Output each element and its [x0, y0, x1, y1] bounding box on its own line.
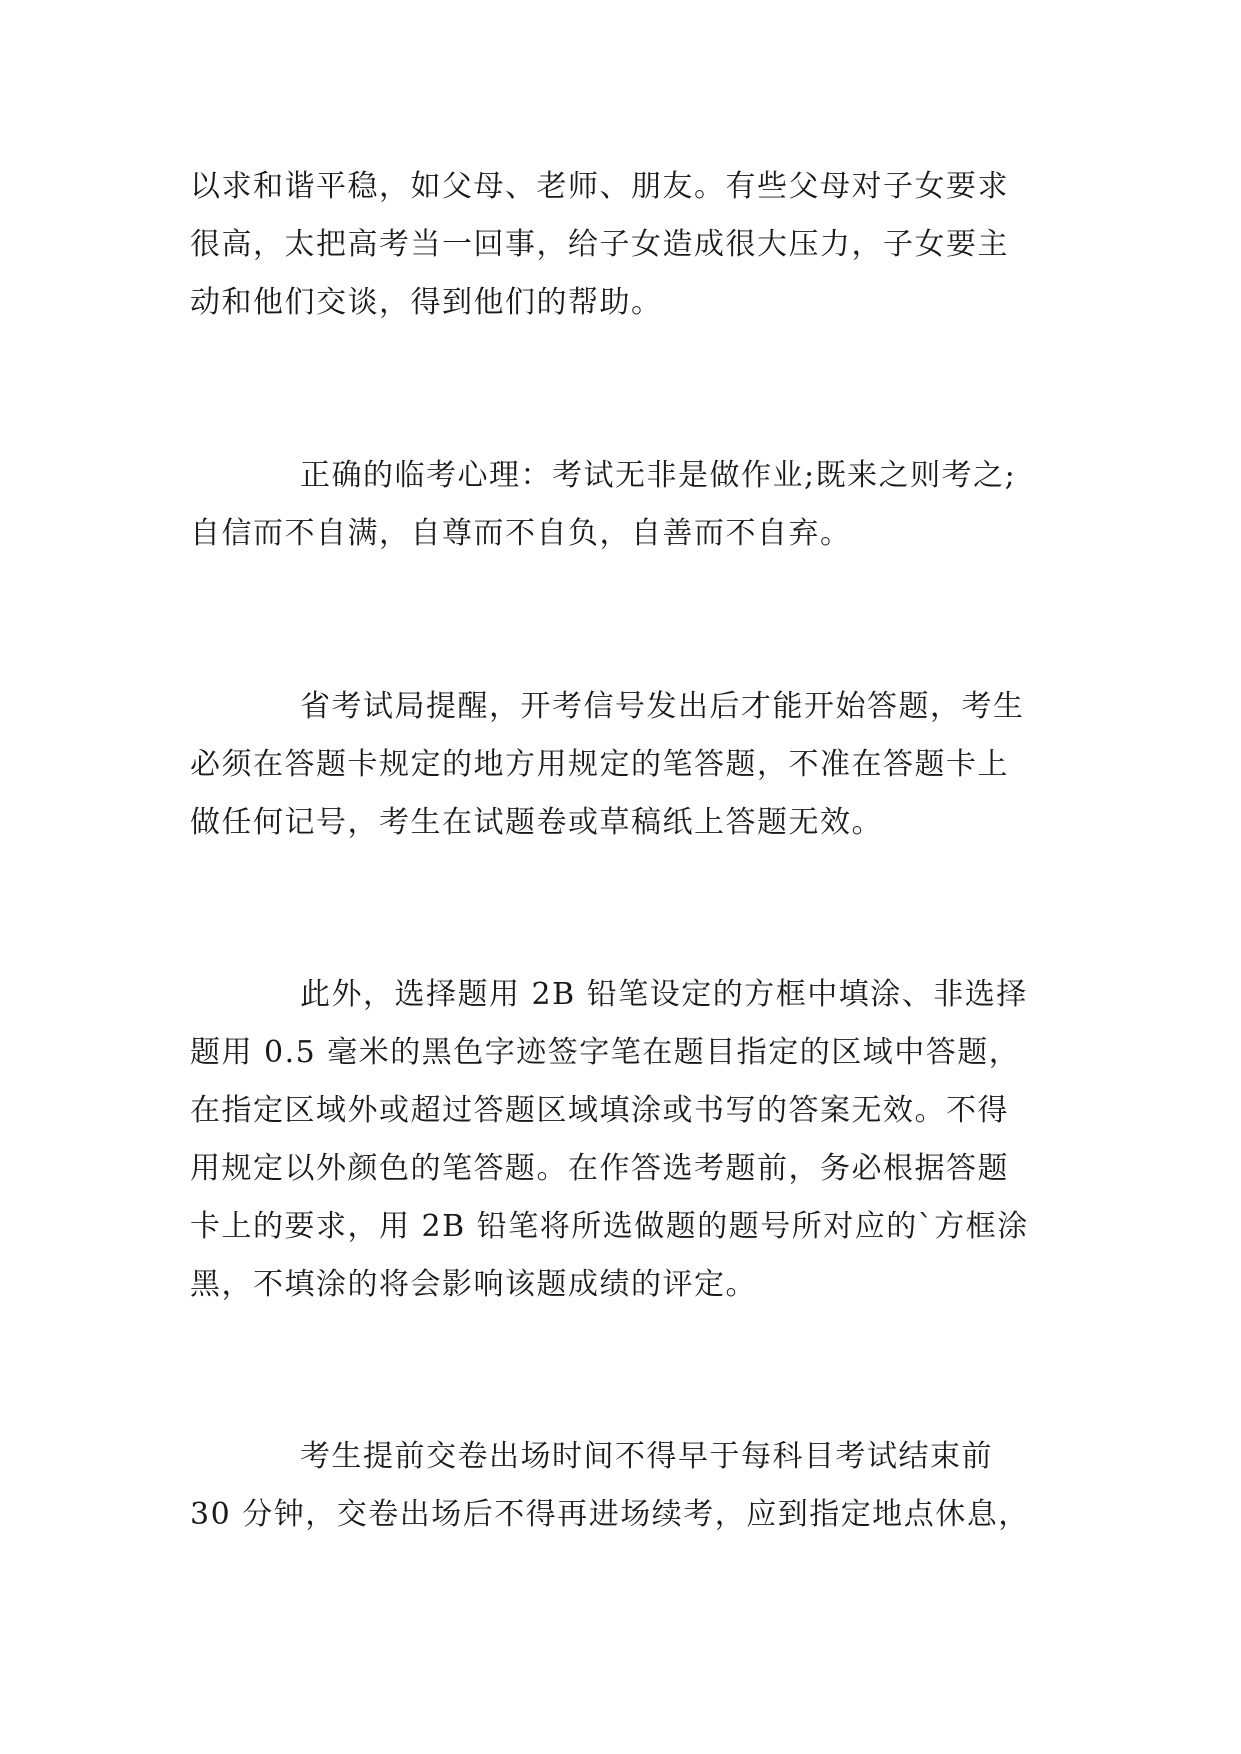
text-line: 动和他们交谈，得到他们的帮助。 — [190, 285, 663, 320]
paragraph-early-submission — [190, 1428, 1060, 1544]
text-line: 省考试局提醒，开考信号发出后才能开始答题，考生 — [300, 689, 1025, 724]
paragraph-answer-sheet-rules — [190, 966, 1060, 1314]
text-line: 做任何记号，考生在试题卷或草稿纸上答题无效。 — [190, 805, 883, 840]
text-line: 必须在答题卡规定的地方用规定的笔答题，不准在答题卡上 — [190, 747, 1009, 782]
text-line: 用规定以外颜色的笔答题。在作答选考题前，务必根据答题 — [190, 1151, 1009, 1186]
text-line: 很高，太把高考当一回事，给子女造成很大压力，子女要主 — [190, 227, 1009, 262]
text-line: 以求和谐平稳，如父母、老师、朋友。有些父母对子女要求 — [190, 169, 1009, 204]
text-line: 卡上的要求，用 2B 铅笔将所选做题的题号所对应的`方框涂 — [190, 1209, 1029, 1244]
text-line: 此外，选择题用 2B 铅笔设定的方框中填涂、非选择 — [300, 977, 1028, 1012]
paragraph-family-support — [190, 158, 1060, 332]
text-line: 在指定区域外或超过答题区域填涂或书写的答案无效。不得 — [190, 1093, 1009, 1128]
paragraph-exam-mindset — [190, 447, 1060, 563]
text-line: 正确的临考心理：考试无非是做作业;既来之则考之; — [300, 458, 1017, 493]
paragraph-exam-bureau-reminder — [190, 678, 1060, 852]
text-line: 题用 0.5 毫米的黑色字迹签字笔在题目指定的区域中答题， — [190, 1035, 1021, 1070]
text-line: 30 分钟，交卷出场后不得再进场续考，应到指定地点休息， — [190, 1497, 1030, 1532]
text-line: 自信而不自满，自尊而不自负，自善而不自弃。 — [190, 516, 852, 551]
text-line: 黑，不填涂的将会影响该题成绩的评定。 — [190, 1267, 757, 1302]
text-line: 考生提前交卷出场时间不得早于每科目考试结束前 — [300, 1439, 993, 1474]
